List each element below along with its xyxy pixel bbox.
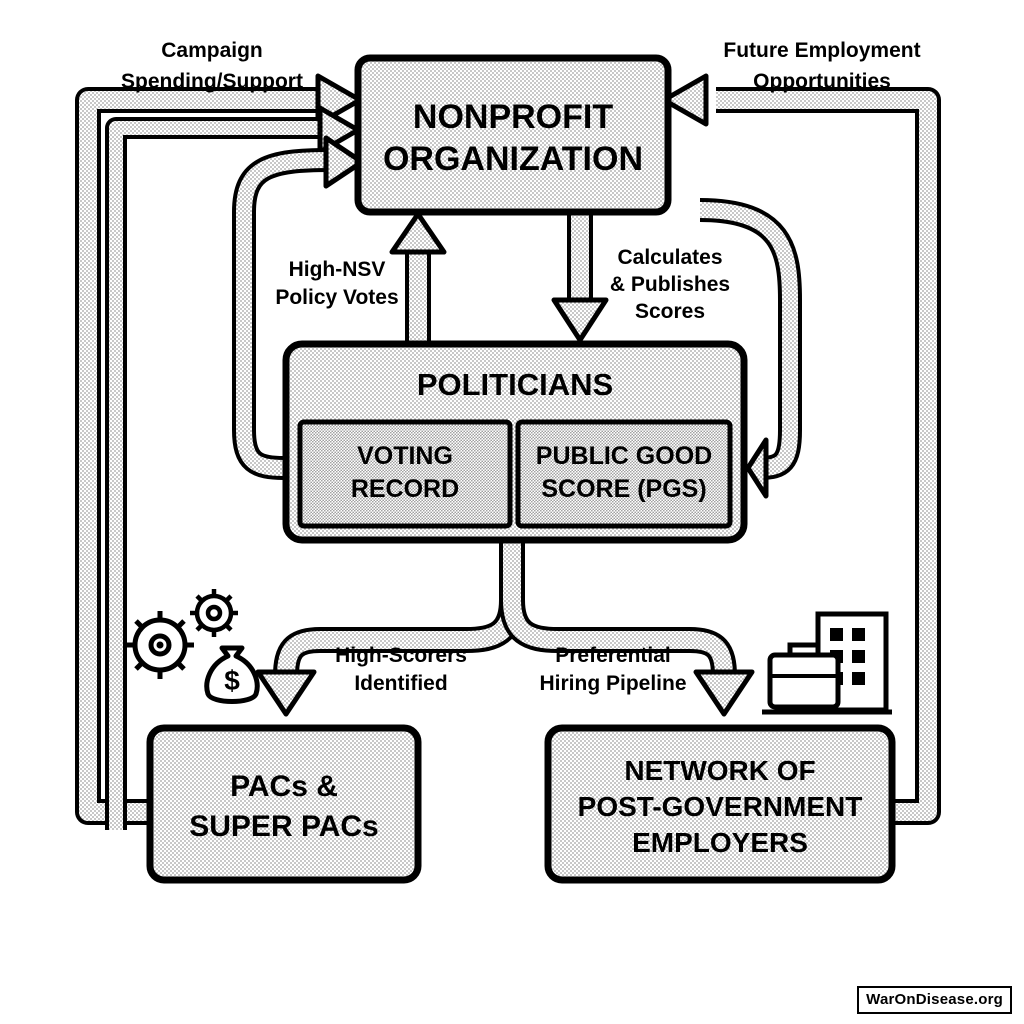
node-politicians[interactable] [286, 344, 744, 540]
node-nonprofit-label-line2: ORGANIZATION [382, 140, 644, 178]
edge-label-calculates-line2: & Publishes [609, 273, 731, 296]
edge-label-campaign-spending-line2: Spending/Support [121, 70, 303, 93]
edge-label-calculates-scores [610, 246, 730, 323]
node-voting-record-label-line2: RECORD [350, 475, 460, 503]
node-voting-record-label-line1: VOTING [357, 442, 453, 470]
edge-label-future-employment-line2: Opportunities [753, 70, 891, 93]
node-public-good-score[interactable] [518, 422, 730, 526]
edge-label-high-scorers-line2: Identified [354, 672, 448, 695]
edge-label-campaign-spending-line1: Campaign [161, 39, 263, 62]
edge-calculates-publishes-scores [554, 212, 606, 340]
edge-label-high-nsv [275, 258, 398, 309]
node-pacs-super-pacs[interactable] [150, 728, 418, 880]
node-employers-label-line2: POST-GOVERNMENT [577, 791, 863, 822]
edge-label-future-employment-line1: Future Employment [723, 39, 921, 62]
edge-label-calculates-line1: Calculates [617, 246, 723, 269]
edge-label-calculates-line3: Scores [634, 300, 706, 323]
node-pgs-label-line1: PUBLIC GOOD [535, 442, 713, 470]
node-pacs-label-line2: SUPER PACs [189, 810, 379, 843]
svg-text:$: $ [224, 665, 240, 696]
edge-label-high-nsv-line1: High-NSV [288, 258, 386, 281]
node-post-government-employers[interactable] [548, 728, 892, 880]
gears-money-bag-icon [126, 589, 257, 702]
edge-label-high-scorers [335, 644, 467, 695]
edge-label-campaign-spending [121, 39, 303, 93]
node-employers-label-line3: EMPLOYERS [632, 827, 808, 858]
node-politicians-label: POLITICIANS [416, 367, 614, 402]
node-nonprofit-label-line1: NONPROFIT [412, 98, 614, 136]
edge-label-hiring-pipeline-line1: Preferential [555, 644, 671, 667]
edge-label-hiring-pipeline [539, 644, 686, 695]
edge-label-future-employment [723, 39, 920, 93]
edge-label-high-scorers-line1: High-Scorers [335, 644, 467, 667]
node-voting-record[interactable] [300, 422, 510, 526]
node-employers-label-line1: NETWORK OF [624, 755, 816, 786]
briefcase-office-building-icon [762, 614, 892, 712]
node-pacs-label-line1: PACs & [230, 770, 338, 803]
node-nonprofit-organization[interactable] [358, 58, 668, 212]
node-pgs-label-line2: SCORE (PGS) [541, 475, 707, 503]
edge-label-hiring-pipeline-line2: Hiring Pipeline [539, 672, 687, 695]
edge-label-high-nsv-line2: Policy Votes [275, 286, 399, 309]
edge-high-nsv-policy-votes [392, 214, 444, 346]
watermark: WarOnDisease.org [857, 986, 1012, 1014]
